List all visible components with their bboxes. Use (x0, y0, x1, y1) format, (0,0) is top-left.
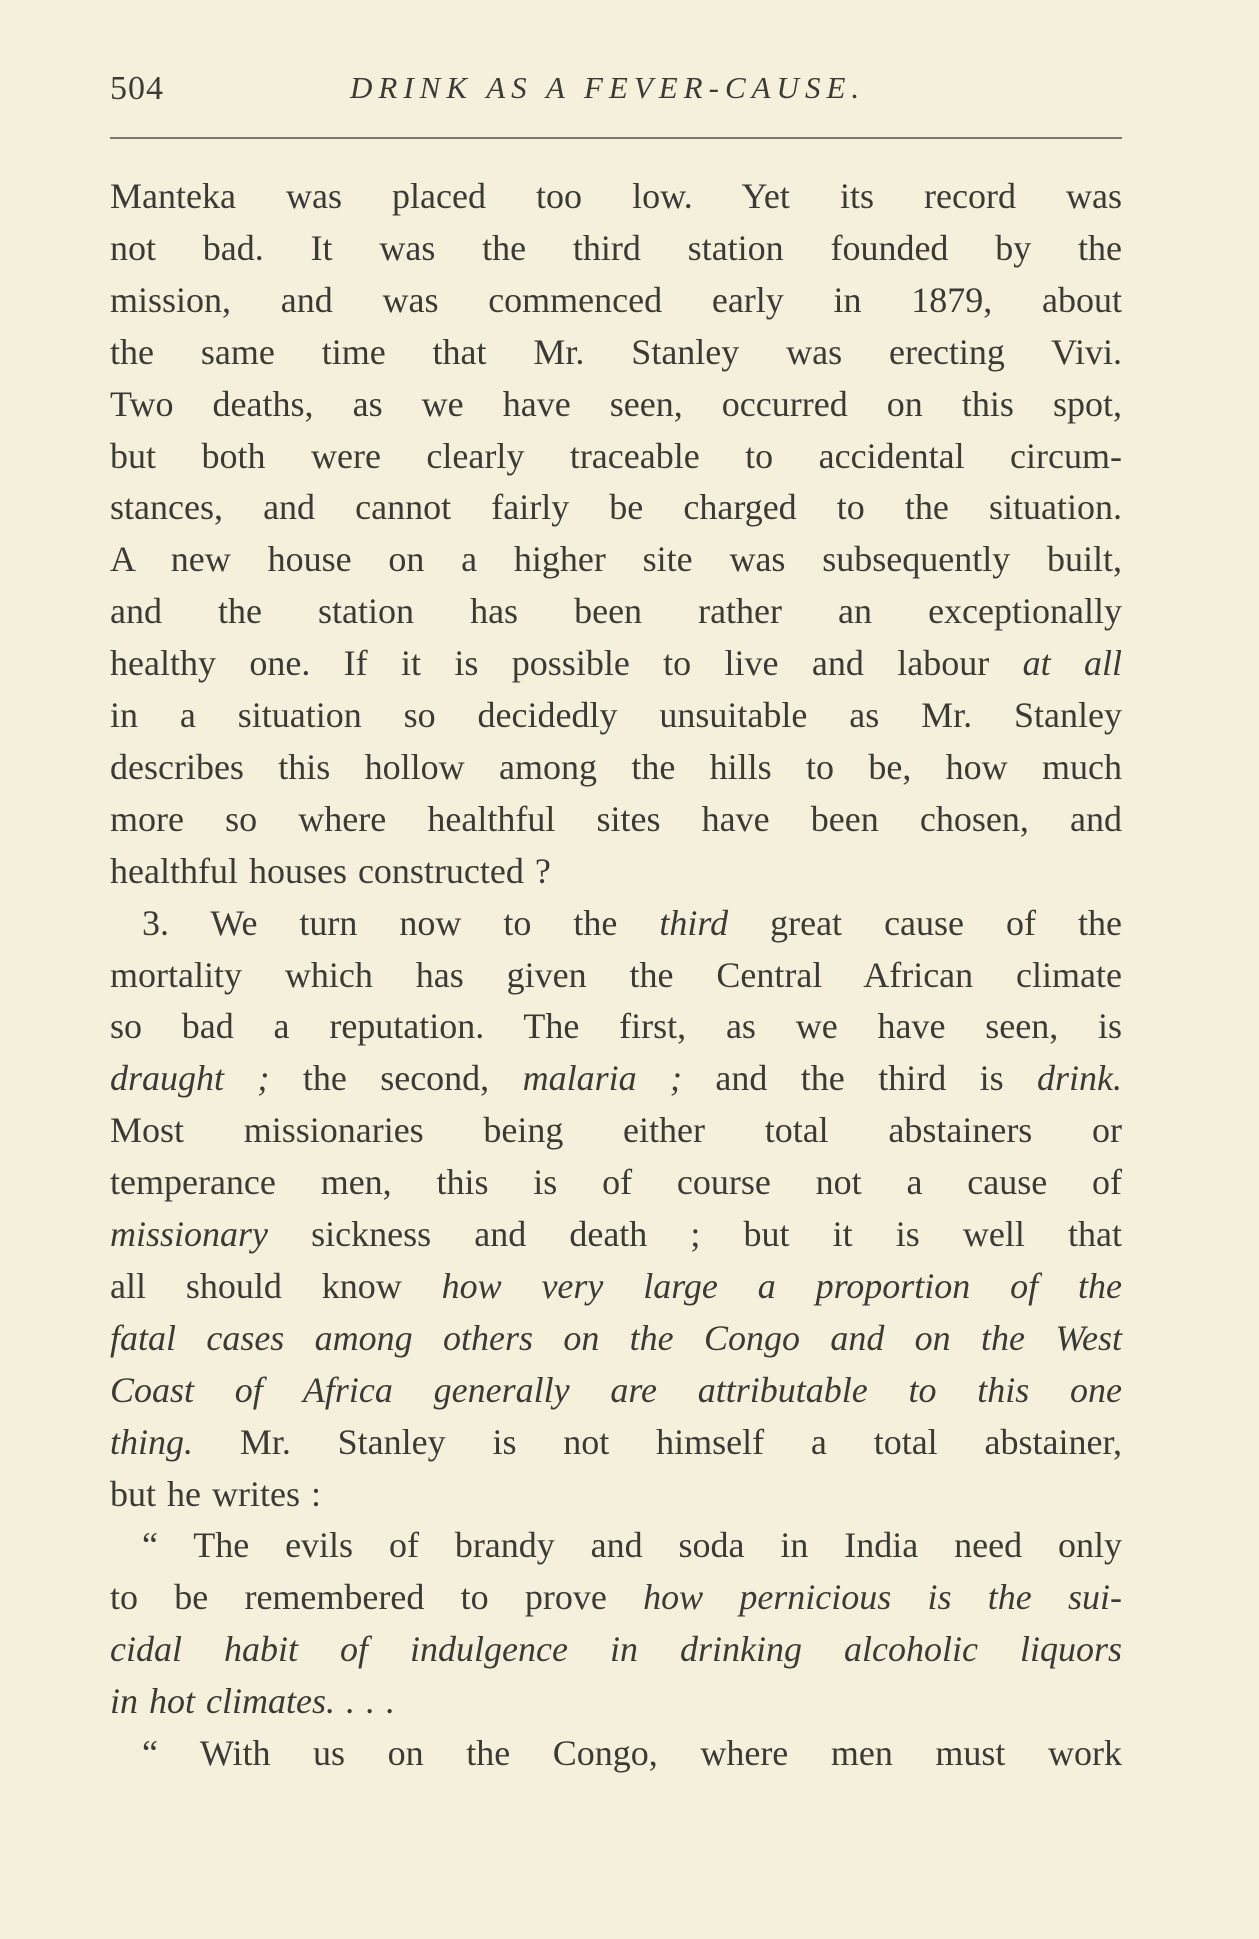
text-line (110, 485, 1122, 529)
text-segment: temperance men, this is of course not a cause of (110, 1162, 1122, 1203)
text-line (110, 693, 1122, 737)
italic-text: in hot climates. . . . (110, 1681, 395, 1722)
text-line (110, 226, 1122, 270)
text-line (110, 537, 1122, 581)
text-segment: Most missionaries being either total abstainers or (110, 1110, 1122, 1151)
text-segment: all should know (110, 1265, 442, 1306)
text-line (110, 1523, 1122, 1567)
text-segment: “ With us on the Congo, where men must work (142, 1733, 1122, 1773)
text-line (110, 1420, 1122, 1464)
text-segment: 3. We turn now to the (142, 902, 660, 943)
text-segment: Manteka was placed too low. Yet its record was (110, 176, 1122, 216)
italic-text: draught ; (110, 1058, 270, 1099)
text-line (110, 953, 1122, 997)
text-segment: Mr. Stanley is not himself a total abstainer, (193, 1421, 1122, 1462)
text-segment: stances, and cannot fairly be charged to the situation. (110, 487, 1122, 528)
text-line (110, 1627, 1122, 1671)
text-line (110, 1679, 1122, 1723)
text-line (110, 589, 1122, 633)
page-number: 504 (110, 70, 164, 107)
text-line (110, 1264, 1122, 1308)
text-line (110, 1472, 1122, 1516)
italic-text: cidal habit of indulgence in drinking alcoholic liquors (110, 1629, 1122, 1670)
text-segment: the same time that Mr. Stanley was erecting Vivi. (110, 331, 1122, 372)
text-segment: so bad a reputation. The first, as we have seen, is (110, 1006, 1122, 1047)
text-line (110, 1368, 1122, 1412)
text-line (110, 1575, 1122, 1619)
text-segment: mission, and was commenced early in 1879, about (110, 279, 1122, 320)
italic-text: how very large a proportion of the (441, 1265, 1123, 1306)
italic-text: how pernicious is the sui- (643, 1577, 1123, 1618)
text-segment: A new house on a higher site was subsequently built, (110, 539, 1122, 580)
text-segment: but he writes : (110, 1473, 321, 1514)
header-rule (110, 137, 1122, 139)
text-line (110, 1108, 1122, 1152)
text-segment: healthful houses constructed ? (110, 850, 551, 891)
page-header (110, 62, 1122, 112)
text-segment: healthy one. If it is possible to live and labour (110, 643, 1023, 684)
italic-text: thing. (110, 1421, 194, 1462)
text-line (110, 1731, 1122, 1775)
text-line (110, 797, 1122, 841)
text-line (110, 174, 1122, 218)
text-segment: great cause of the (728, 902, 1122, 943)
text-line (110, 278, 1122, 322)
italic-text: third (659, 902, 729, 943)
text-segment: mortality which has given the Central African climate (110, 954, 1122, 995)
running-title: DRINK AS A FEVER-CAUSE. (350, 70, 866, 105)
italic-text: at all (1022, 643, 1122, 684)
text-line (110, 434, 1122, 478)
text-line (110, 1212, 1122, 1256)
italic-text: drink. (1037, 1058, 1123, 1099)
text-segment: sickness and death ; but it is well that (268, 1214, 1122, 1254)
italic-text: missionary (110, 1214, 269, 1254)
text-segment: and the station has been rather an exceptionally (110, 591, 1122, 632)
italic-text: malaria ; (522, 1058, 683, 1099)
text-segment: and the third is (682, 1058, 1038, 1099)
text-segment: but both were clearly traceable to accidental circum- (110, 435, 1122, 476)
text-line (110, 1056, 1122, 1100)
text-line (110, 901, 1122, 945)
text-segment: more so where healthful sites have been chosen, and (110, 798, 1122, 839)
text-segment: Two deaths, as we have seen, occurred on this spot, (110, 383, 1122, 424)
text-line (110, 849, 1122, 893)
italic-text: fatal cases among others on the Congo and on the West (110, 1317, 1122, 1358)
text-line (110, 641, 1122, 685)
text-segment: the second, (269, 1058, 523, 1099)
text-segment: in a situation so decidedly unsuitable as Mr. Stanley (110, 695, 1122, 735)
text-line (110, 382, 1122, 426)
text-line (110, 1160, 1122, 1204)
text-line (110, 1316, 1122, 1360)
text-segment: not bad. It was the third station founded by the (110, 227, 1122, 268)
italic-text: Coast of Africa generally are attributable to this one (110, 1369, 1122, 1410)
text-segment: describes this hollow among the hills to be, how much (110, 746, 1122, 787)
text-line (110, 1004, 1122, 1048)
text-line (110, 745, 1122, 789)
text-segment: “ The evils of brandy and soda in India need only (142, 1525, 1122, 1566)
text-line (110, 330, 1122, 374)
text-segment: to be remembered to prove (110, 1577, 644, 1618)
